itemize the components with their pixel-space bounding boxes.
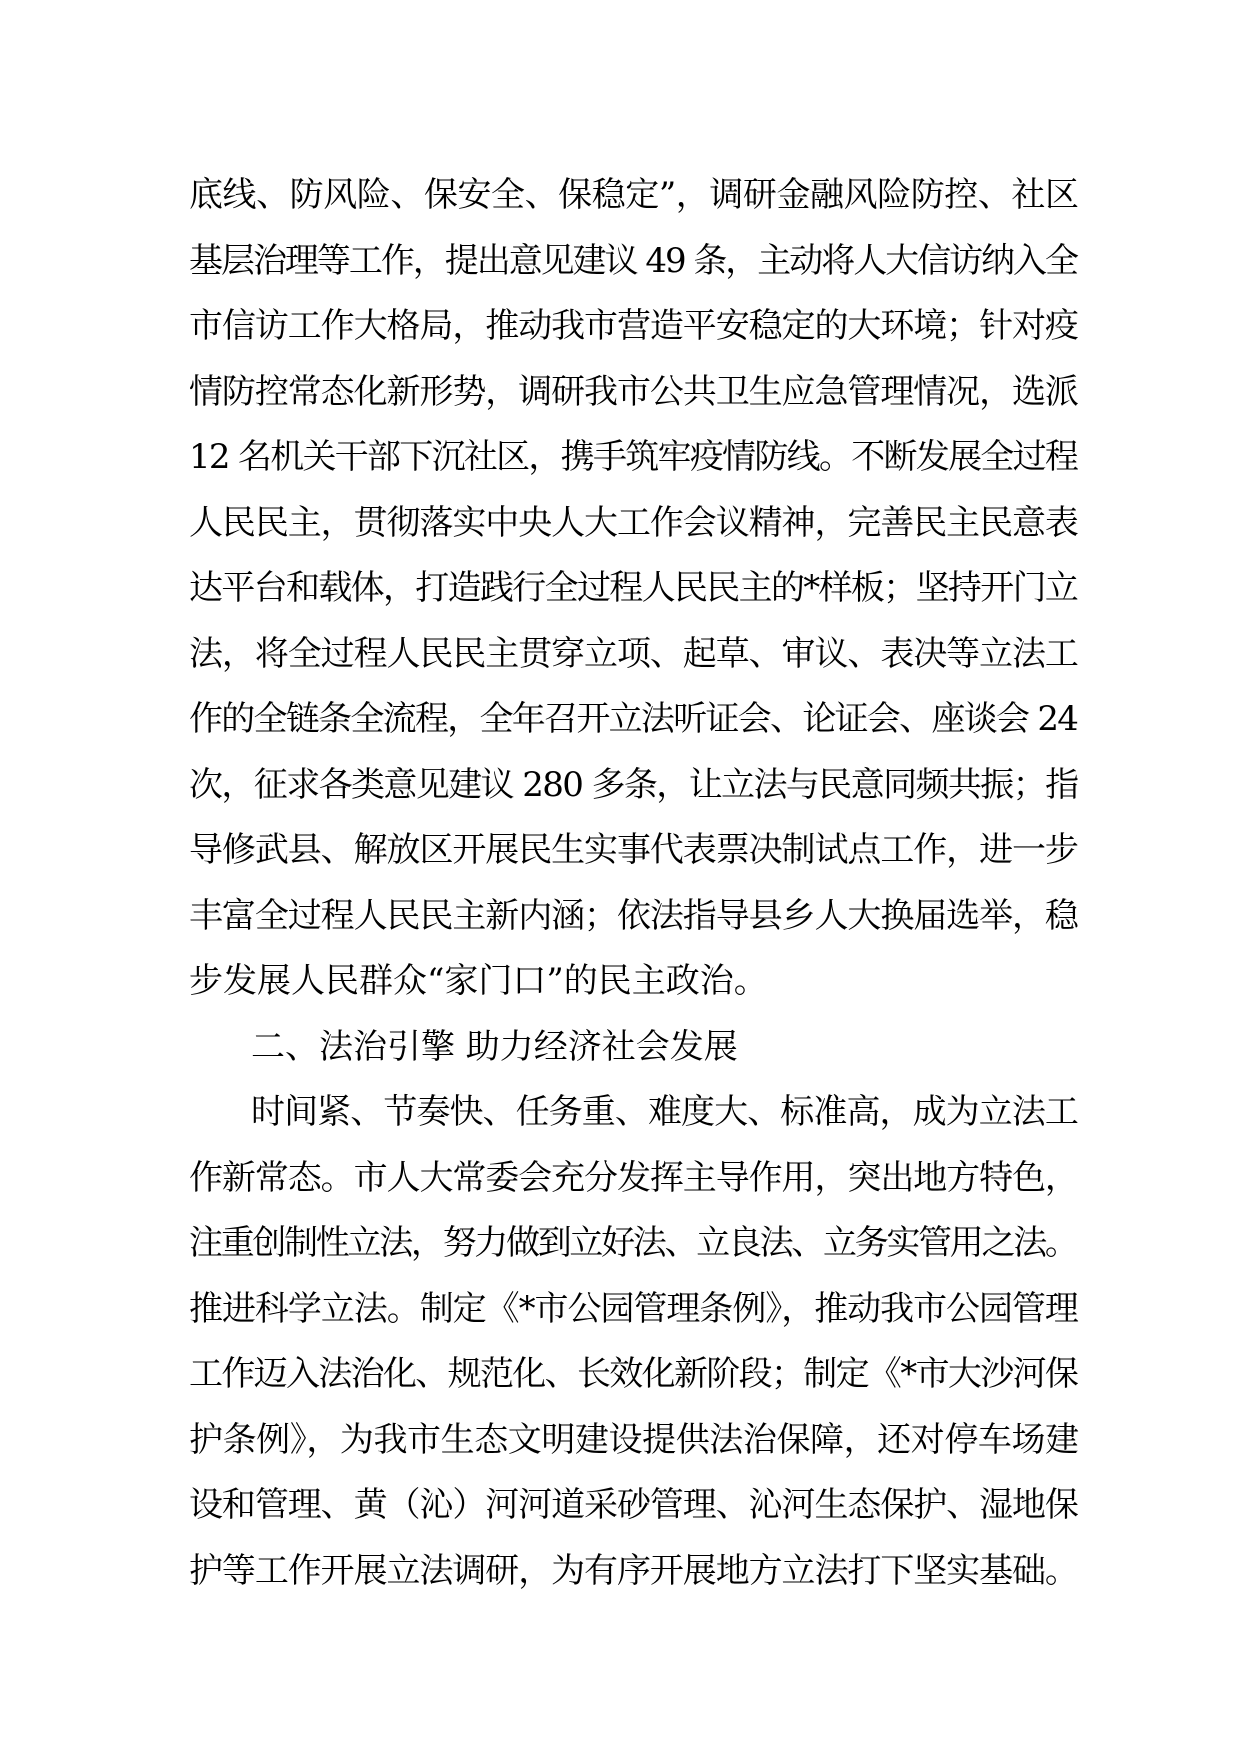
text-line: 人民民主，贯彻落实中央人大工作会议精神，完善民主民意表 [189, 502, 1078, 543]
body-text [189, 163, 1079, 1604]
text-line: 丰富全过程人民民主新内涵；依法指导县乡人大换届选举，稳 [189, 895, 1078, 936]
text-line: 市信访工作大格局，推动我市营造平安稳定的大环境；针对疫 [189, 306, 1078, 346]
text-line: 次，征求各类意见建议 280 多条，让立法与民意同频共振；指 [189, 764, 1078, 805]
text-line: 步发展人民群众“家门口”的民主政治。 [189, 961, 768, 1001]
text-line: 作新常态。市人大常委会充分发挥主导作用，突出地方特色， [189, 1157, 1078, 1198]
text-line: 护条例》，为我市生态文明建设提供法治保障，还对停车场建 [189, 1419, 1079, 1460]
text-line: 12 名机关干部下沉社区，携手筑牢疫情防线。不断发展全过程 [189, 437, 1078, 477]
text-line: 推进科学立法。制定《*市公园管理条例》，推动我市公园管理 [189, 1288, 1078, 1329]
text-line: 时间紧、节奏快、任务重、难度大、标准高，成为立法工 [251, 1092, 1078, 1132]
text-line: 注重创制性立法，努力做到立好法、立良法、立务实管用之法。 [189, 1223, 1077, 1263]
text-line: 工作迈入法治化、规范化、长效化新阶段；制定《*市大沙河保 [189, 1354, 1078, 1394]
section-heading: 二、法治引擎 助力经济社会发展 [251, 1026, 738, 1067]
text-line: 基层治理等工作，提出意见建议 49 条，主动将人大信访纳入全 [189, 240, 1077, 281]
text-line: 导修武县、解放区开展民生实事代表票决制试点工作，进一步 [189, 830, 1078, 870]
text-line: 达平台和载体，打造践行全过程人民民主的*样板；坚持开门立 [189, 568, 1078, 608]
text-line: 情防控常态化新形势，调研我市公共卫生应急管理情况，选派 [189, 371, 1078, 412]
text-line: 作的全链条全流程，全年召开立法听证会、论证会、座谈会 24 [189, 699, 1078, 739]
text-line: 法，将全过程人民民主贯穿立项、起草、审议、表决等立法工 [189, 633, 1078, 674]
text-line: 底线、防风险、保安全、保稳定”，调研金融风险防控、社区 [189, 175, 1079, 215]
text-line: 设和管理、黄（沁）河河道采砂管理、沁河生态保护、湿地保 [189, 1485, 1078, 1525]
text-line: 护等工作开展立法调研，为有序开展地方立法打下坚实基础。 [189, 1550, 1078, 1591]
